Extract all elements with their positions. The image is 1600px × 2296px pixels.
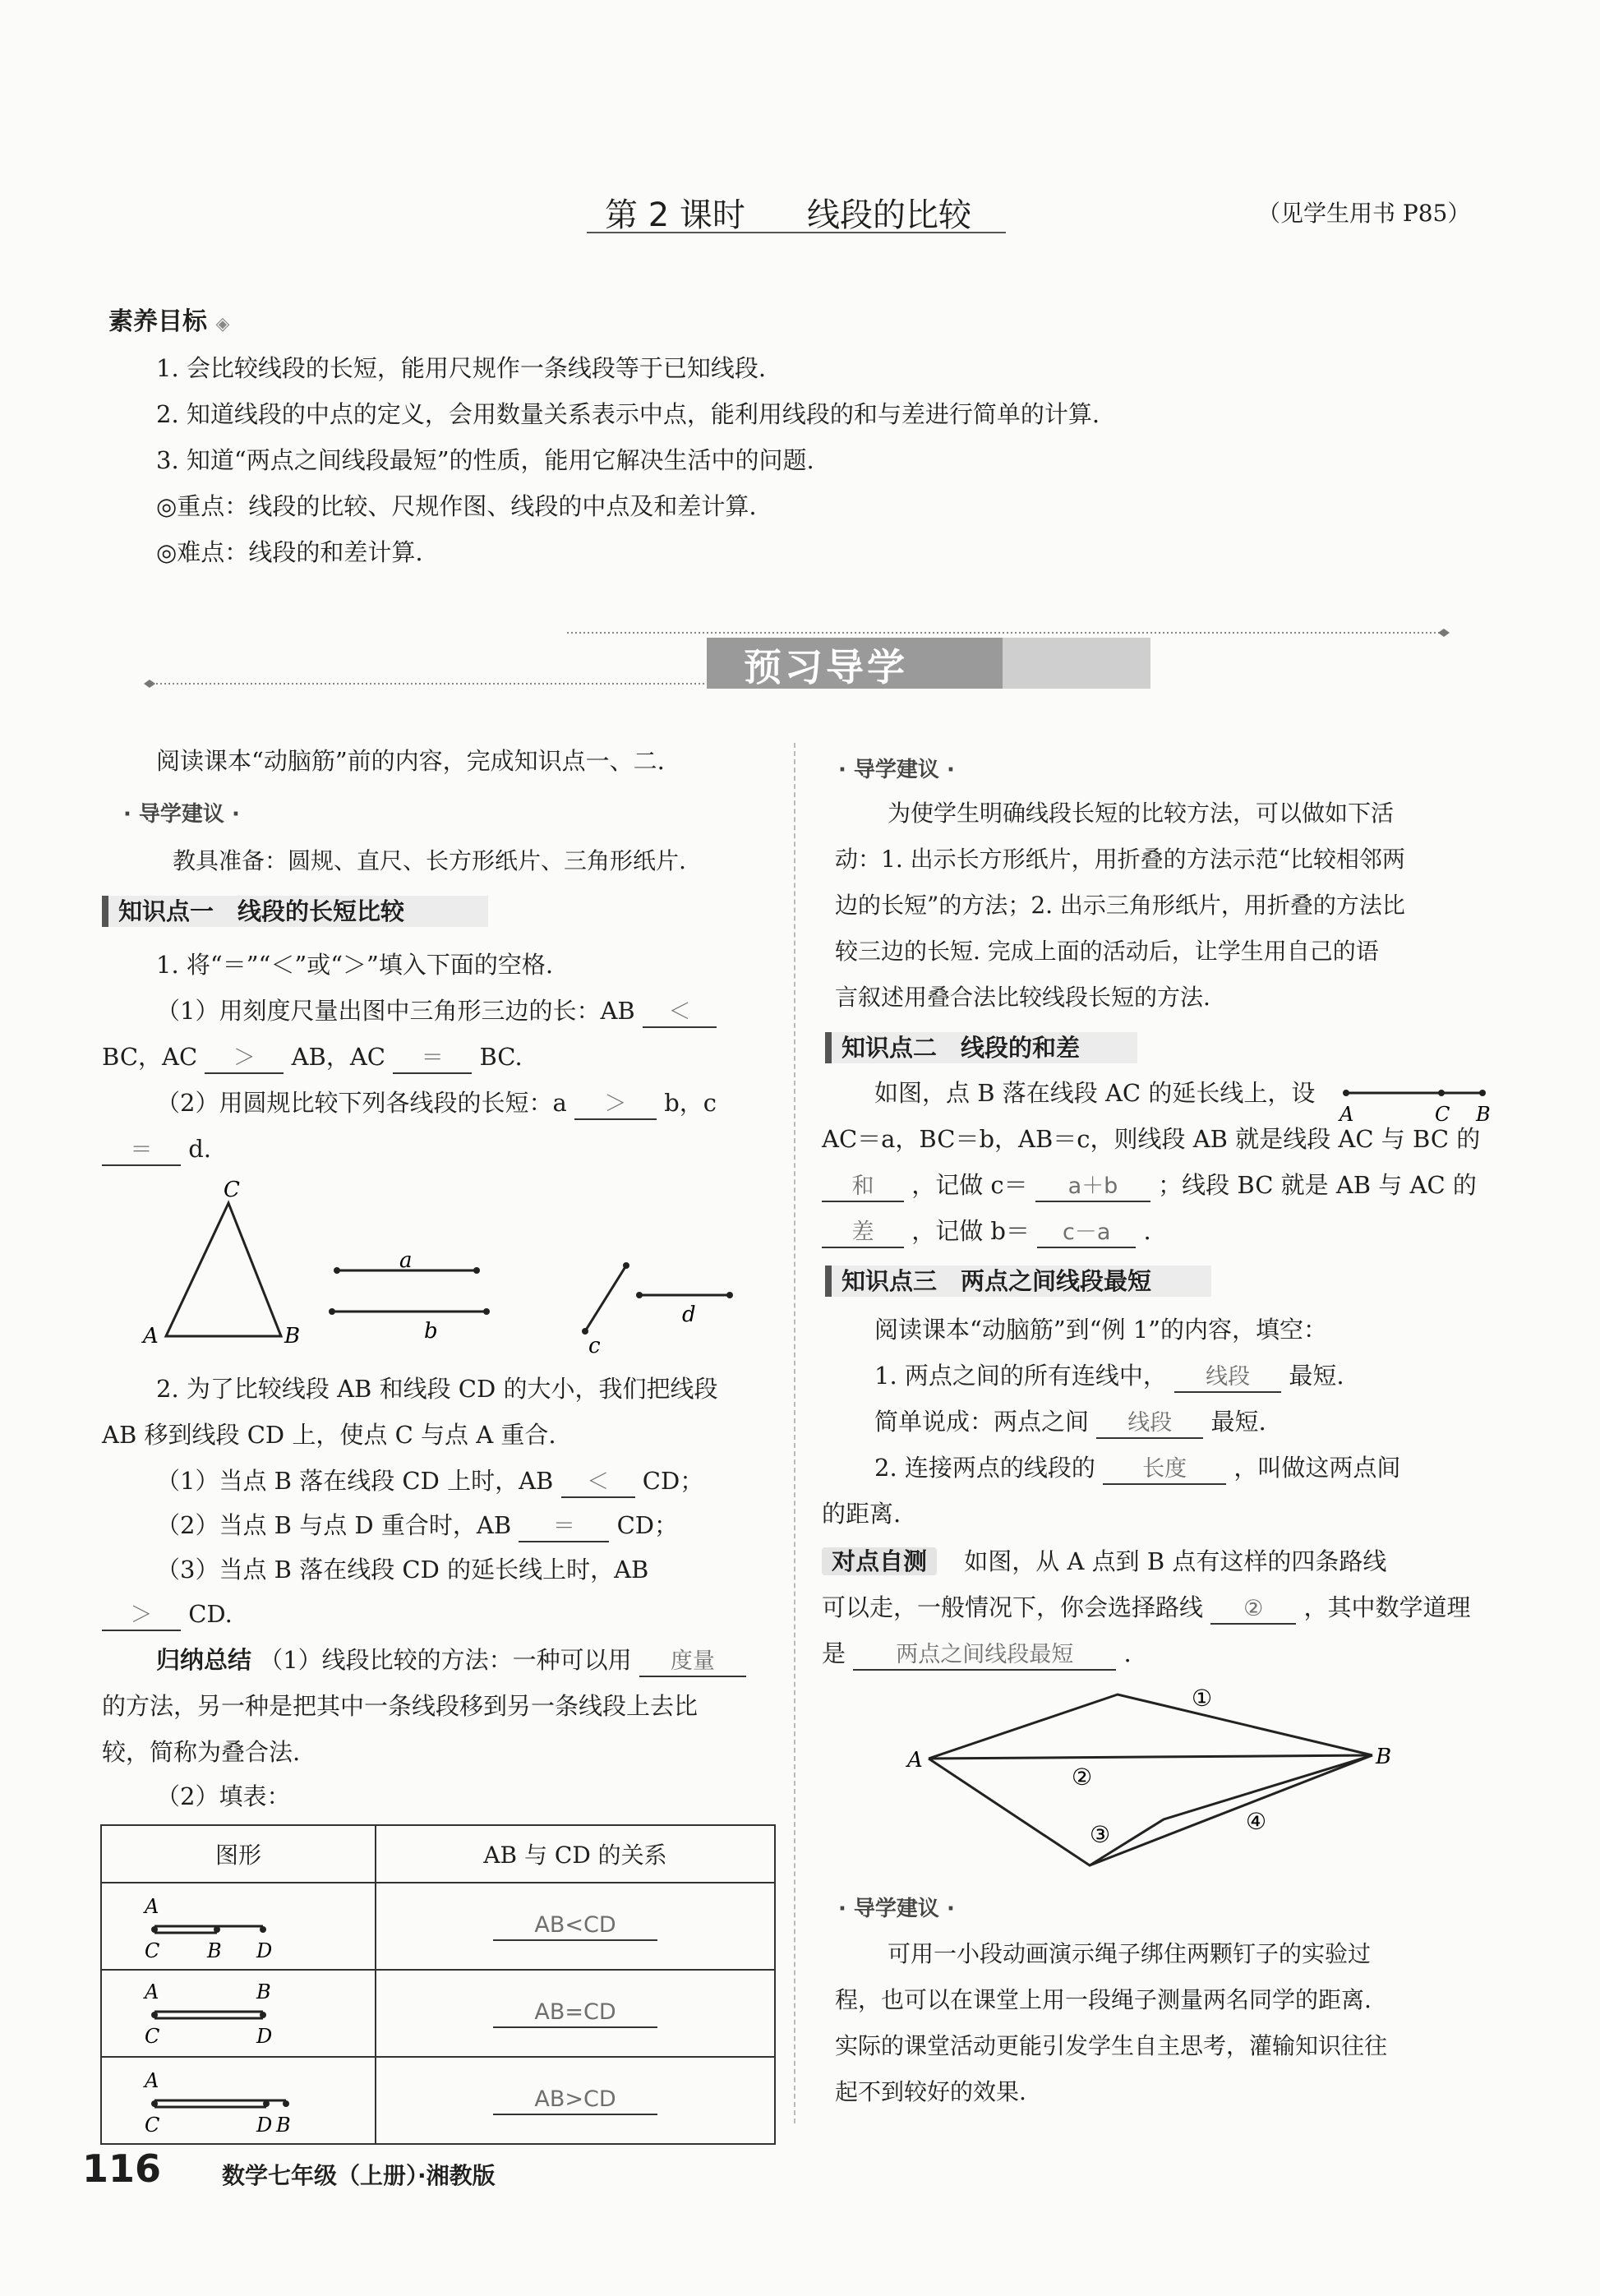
table-row — [101, 1970, 775, 2057]
kp3-item1-text-a: 1. 两点之间的所有连线中， — [874, 1362, 1167, 1390]
answer-blank: 线段 — [1174, 1363, 1281, 1393]
fill-table-label: （2）填表： — [156, 1782, 291, 1810]
label-a: a — [399, 1248, 413, 1273]
answer-blank: c－a — [1037, 1219, 1136, 1248]
question-1-1-line1 — [156, 994, 717, 1028]
self-test-text-b: 可以走，一般情况下，你会选择路线 — [822, 1593, 1204, 1621]
q1-1-text-d: BC. — [479, 1043, 523, 1071]
q2-2-text-a: （2）当点 B 与点 D 重合时，AB — [156, 1511, 512, 1539]
kp2-A: A — [1339, 1103, 1354, 1126]
route-label-B: B — [1376, 1745, 1392, 1769]
answer-blank: 差 — [822, 1219, 904, 1248]
question-2-3-line2 — [102, 1598, 233, 1631]
guide1-line4: 较三边的长短. 完成上面的活动后，让学生用自己的语 — [835, 938, 1379, 965]
question-1-1-line2 — [102, 1040, 523, 1074]
knowledge-point-2-title: 知识点二 线段的和差 — [825, 1032, 1137, 1063]
route-label-4: ④ — [1246, 1808, 1267, 1835]
row3-C: C — [145, 2114, 160, 2137]
answer-blank: ＝ — [393, 1044, 472, 1074]
guide2-line4: 起不到较好的效果. — [835, 2078, 1026, 2105]
knowledge-point-3-title: 知识点三 两点之间线段最短 — [825, 1266, 1211, 1297]
route-label-2: ② — [1072, 1763, 1093, 1791]
q1-1-text-b: BC，AC — [102, 1043, 198, 1071]
guide2-line2: 程，也可以在课堂上用一段绳子测量两名同学的距离. — [835, 1986, 1372, 2013]
question-2-line1: 2. 为了比较线段 AB 和线段 CD 的大小，我们把线段 — [156, 1375, 718, 1403]
question-1-2-line1 — [156, 1086, 717, 1120]
route-label-A: A — [907, 1748, 923, 1773]
route-4 — [1090, 1755, 1372, 1865]
kp3-item2 — [874, 1451, 1400, 1485]
guide1-line5: 言叙述用叠合法比较线段长短的方法. — [835, 984, 1210, 1011]
table-header-relation: AB 与 CD 的关系 — [376, 1825, 775, 1883]
q1-1-text-c: AB，AC — [291, 1043, 385, 1071]
knowledge-point-1-title: 知识点一 线段的长短比较 — [102, 896, 488, 927]
question-2-1 — [156, 1464, 703, 1498]
book-title: 数学七年级（上册）·湘教版 — [222, 2162, 496, 2189]
question-1: 1. 将“＝”“＜”或“＞”填入下面的空格. — [156, 951, 554, 979]
goals-heading-text: 素养目标 — [108, 307, 207, 336]
route-label-3: ③ — [1090, 1821, 1111, 1848]
table-figure-cell — [101, 1883, 376, 1970]
q1-2-text-b: b，c — [664, 1089, 717, 1117]
kp2-B: B — [1476, 1103, 1491, 1126]
triangle-abc — [166, 1203, 281, 1336]
answer-blank: ＝ — [519, 1513, 609, 1542]
self-test-text-e: . — [1123, 1639, 1132, 1667]
kp2-line3-text-b: ；线段 BC 就是 AB 与 AC 的 — [1158, 1171, 1477, 1199]
kp2-line3-text-a: ，记做 c＝ — [911, 1171, 1028, 1199]
kp3-item1 — [874, 1359, 1344, 1393]
row1-C: C — [145, 1939, 160, 1962]
guide1-line3: 边的长短”的方法；2. 出示三角形纸片，用折叠的方法比 — [835, 892, 1405, 919]
question-2-2 — [156, 1509, 678, 1542]
page-number: 116 — [82, 2146, 162, 2191]
kp3-item2-line2: 的距离. — [822, 1500, 901, 1528]
hard-point-label: ◎难点： — [156, 538, 249, 566]
self-test-line2 — [822, 1591, 1470, 1625]
guide1-line1: 为使学生明确线段长短的比较方法，可以做如下活 — [888, 800, 1395, 827]
goal-item-3: 3. 知道“两点之间线段最短”的性质，能用它解决生活中的问题. — [156, 446, 814, 474]
q2-2-text-b: CD； — [616, 1511, 679, 1539]
row3-A: A — [145, 2069, 159, 2092]
label-d: d — [682, 1302, 696, 1327]
row1-A: A — [145, 1895, 159, 1918]
guide1-line2: 动：1. 出示长方形纸片，用折叠的方法示范“比较相邻两 — [835, 846, 1405, 873]
answer-blank: ＜ — [643, 998, 717, 1028]
row3-B: B — [276, 2114, 291, 2137]
column-divider — [794, 743, 795, 2123]
answer-blank: ② — [1210, 1595, 1296, 1625]
key-point — [156, 490, 757, 523]
reading-intro: 阅读课本“动脑筋”前的内容，完成知识点一、二. — [156, 747, 665, 775]
guide2-line3: 实际的课堂活动更能引发学生自主思考，灌输知识往往 — [835, 2032, 1388, 2059]
goal-item-1: 1. 会比较线段的长短，能用尺规作一条线段等于已知线段. — [156, 354, 767, 382]
answer-blank: ＞ — [102, 1602, 181, 1631]
row2-A: A — [145, 1980, 159, 2003]
table-row — [101, 2057, 775, 2144]
q1-2-text-a: （2）用圆规比较下列各线段的长短：a — [156, 1089, 567, 1117]
guide-label-right-1: · 导学建议 · — [838, 758, 955, 782]
self-test-label: 对点自测 — [822, 1547, 937, 1575]
summary-text-a: （1）线段比较的方法：一种可以用 — [259, 1646, 632, 1674]
answer-blank: 两点之间线段最短 — [853, 1641, 1116, 1671]
self-test-text-c: ，其中数学道理 — [1303, 1593, 1471, 1621]
table-relation-cell — [376, 1883, 775, 1970]
route-1 — [929, 1694, 1372, 1759]
answer-blank: ＞ — [574, 1090, 657, 1120]
row1-B: B — [207, 1939, 222, 1962]
summary-line2: 的方法，另一种是把其中一条线段移到另一条线段上去比 — [102, 1692, 699, 1720]
kp3-item1-text-b: 最短. — [1289, 1362, 1344, 1390]
answer-blank: 线段 — [1096, 1409, 1203, 1439]
answer-blank: ＞ — [205, 1044, 284, 1074]
kp3-simple-text-a: 简单说成：两点之间 — [874, 1408, 1090, 1436]
segment-c — [585, 1266, 626, 1331]
kp2-line2: AC＝a，BC＝b，AB＝c，则线段 AB 就是线段 AC 与 BC 的 — [822, 1125, 1481, 1153]
answer-blank: ＜ — [561, 1468, 635, 1498]
comparison-table — [100, 1824, 776, 2145]
answer-blank: 度量 — [639, 1648, 746, 1677]
answer-blank: AB=CD — [493, 1999, 657, 2028]
diamond-icon: ◈ — [215, 314, 230, 334]
hard-point-text: 线段的和差计算. — [248, 538, 423, 566]
textbook-reference: （见学生用书 P85） — [1257, 200, 1471, 227]
goal-item-2: 2. 知道线段的中点的定义，会用数量关系表示中点，能利用线段的和与差进行简单的计算. — [156, 400, 1100, 428]
answer-blank: AB>CD — [493, 2086, 657, 2115]
kp2-C: C — [1435, 1103, 1450, 1126]
answer-blank: AB<CD — [493, 1911, 657, 1941]
summary-line1 — [156, 1644, 746, 1677]
row1-D: D — [256, 1939, 273, 1962]
routes-figure — [896, 1676, 1422, 1874]
guide-label-left: · 导学建议 · — [123, 802, 240, 827]
kp2-line1: 如图，点 B 落在线段 AC 的延长线上，设 — [874, 1079, 1316, 1107]
goals-heading — [108, 301, 229, 337]
table-relation-cell — [376, 1970, 775, 2057]
kp3-item2-text-b: ，叫做这两点间 — [1233, 1454, 1401, 1482]
summary-label: 归纳总结 — [156, 1646, 252, 1674]
answer-blank: a＋b — [1035, 1173, 1150, 1202]
answer-blank: ＝ — [102, 1136, 181, 1166]
key-point-label: ◎重点： — [156, 492, 249, 520]
table-row — [101, 1883, 775, 1970]
answer-blank: 长度 — [1103, 1455, 1226, 1485]
table-figure-cell — [101, 1970, 376, 2057]
kp2-line4-text-b: . — [1143, 1217, 1151, 1245]
question-2-line2: AB 移到线段 CD 上，使点 C 与点 A 重合. — [102, 1421, 556, 1449]
q2-1-text-b: CD； — [642, 1467, 704, 1495]
kp3-simple-text-b: 最短. — [1210, 1408, 1266, 1436]
question-2-3-line1: （3）当点 B 落在线段 CD 的延长线上时，AB — [156, 1556, 649, 1584]
teaching-tools: 教具准备：圆规、直尺、长方形纸片、三角形纸片. — [173, 847, 686, 874]
table-header-figure: 图形 — [101, 1825, 376, 1883]
q2-3-text-b: CD. — [188, 1600, 233, 1628]
kp2-line3 — [822, 1169, 1477, 1202]
kp3-intro: 阅读课本“动脑筋”到“例 1”的内容，填空： — [874, 1316, 1327, 1344]
self-test-text-d: 是 — [822, 1639, 846, 1667]
label-c: c — [588, 1334, 601, 1356]
table-figure-cell — [101, 2057, 376, 2144]
label-b: b — [424, 1319, 438, 1344]
self-test-line3 — [822, 1637, 1132, 1671]
kp2-line4 — [822, 1215, 1151, 1248]
label-B: B — [284, 1324, 301, 1349]
route-label-1: ① — [1192, 1685, 1213, 1712]
summary-line3: 较，简称为叠合法. — [102, 1738, 301, 1766]
kp2-line4-text-a: ，记做 b＝ — [911, 1217, 1031, 1245]
answer-blank: 和 — [822, 1173, 904, 1202]
kp3-item1-simple — [874, 1405, 1266, 1439]
route-2 — [929, 1755, 1372, 1759]
lesson-number: 第 2 课时 — [605, 196, 745, 234]
page-title: 线段的比较 — [807, 196, 971, 234]
lesson-header — [587, 186, 1006, 233]
triangle-segments-figure — [131, 1175, 756, 1356]
label-C: C — [224, 1178, 240, 1202]
row2-C: C — [145, 2025, 160, 2048]
kp2-segment-figure — [1330, 1080, 1494, 1129]
label-A: A — [143, 1324, 159, 1349]
table-relation-cell — [376, 2057, 775, 2144]
self-test-text-a: 如图，从 A 点到 B 点有这样的四条路线 — [964, 1547, 1387, 1575]
self-test-line1 — [822, 1545, 1386, 1578]
guide-label-right-2: · 导学建议 · — [838, 1897, 955, 1921]
row2-D: D — [256, 2025, 273, 2048]
q1-2-text-c: d. — [188, 1135, 212, 1163]
kp3-item2-text-a: 2. 连接两点的线段的 — [874, 1454, 1095, 1482]
row2-B: B — [256, 1980, 271, 2003]
guide2-line1: 可用一小段动画演示绳子绑住两颗钉子的实验过 — [888, 1940, 1372, 1967]
key-point-text: 线段的比较、尺规作图、线段的中点及和差计算. — [248, 492, 757, 520]
section-banner: 预习导学 — [744, 645, 908, 689]
q2-1-text-a: （1）当点 B 落在线段 CD 上时，AB — [156, 1467, 554, 1495]
question-1-2-line2 — [102, 1132, 211, 1166]
route-3 — [929, 1755, 1372, 1865]
hard-point — [156, 536, 423, 569]
q1-1-text-a: （1）用刻度尺量出图中三角形三边的长：AB — [156, 997, 635, 1025]
row3-D: D — [256, 2114, 273, 2137]
